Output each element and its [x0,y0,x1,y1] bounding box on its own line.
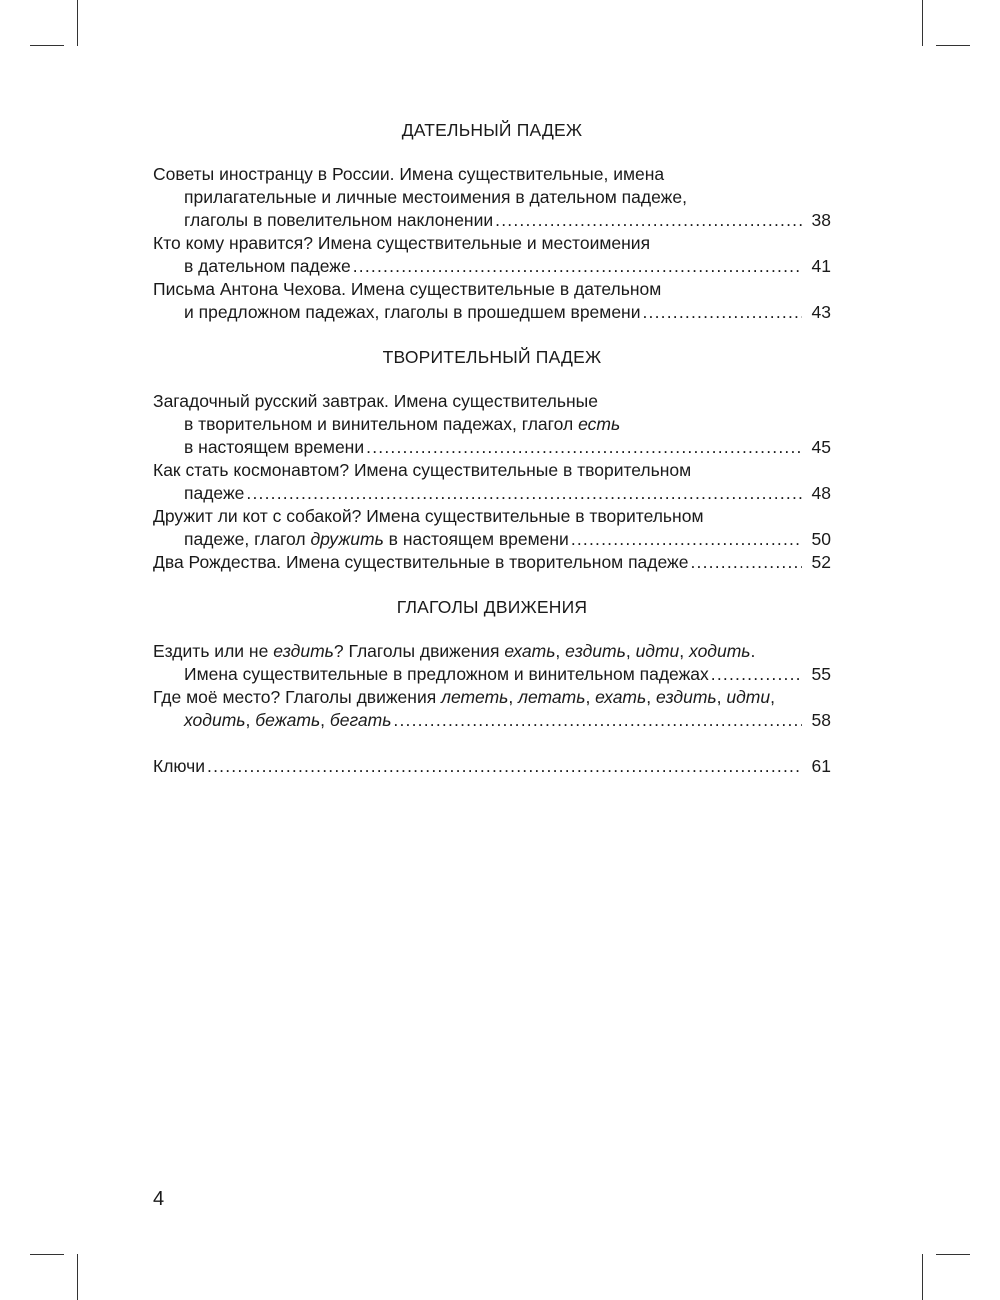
entry-list-dative [153,163,831,324]
dot-leader [353,255,802,278]
crop-mark-top-left-horizontal [30,45,64,46]
entry-last-line [153,663,831,686]
page-number: 45 [811,437,831,457]
crop-mark-bottom-right-horizontal [936,1254,970,1255]
dot-leader [246,482,802,505]
entry-text: Два Рождества. Имена существительные в творительном падеже [153,552,689,572]
page-number: 41 [811,256,831,276]
page-number: 55 [811,664,831,684]
entry-text: Имена существительные в предложном и винительном падежах [184,664,709,684]
section-title-dative: ДАТЕЛЬНЫЙ ПАДЕЖ [401,120,583,140]
entry-list-instrumental [153,390,831,574]
entry-line: прилагательные и личные местоимения в дательном падеже, [184,187,687,207]
entry-line: Как стать космонавтом? Имена существительные в творительном [153,460,692,480]
toc-entry[interactable] [153,232,831,278]
toc-entry[interactable] [153,278,831,324]
toc-entry[interactable] [153,640,831,686]
entry-text: и предложном падежах, глаголы в прошедшем времени [184,302,641,322]
crop-mark-bottom-left-vertical [77,1254,78,1300]
section-title-instrumental: ТВОРИТЕЛЬНЫЙ ПАДЕЖ [382,347,602,367]
entry-line: Загадочный русский завтрак. Имена существительные [153,391,598,411]
entry-last-line [153,436,831,459]
entry-text: падеже [184,483,245,503]
entry-text: в дательном падеже [184,256,351,276]
page-number: 38 [811,210,831,230]
section-title-motion-verbs: ГЛАГОЛЫ ДВИЖЕНИЯ [396,597,588,617]
page-number: 52 [811,552,831,572]
entry-line-rich: Где моё место? Глаголы движения лететь, летать, ехать, ездить, идти, [153,687,775,707]
toc-entry[interactable] [153,505,831,551]
entry-last-line [153,482,831,505]
entry-text-rich: падеже, глагол дружить в настоящем времени [184,529,569,549]
table-of-contents [153,117,831,778]
entry-list-motion-verbs [153,640,831,732]
page-number: 43 [811,302,831,322]
dot-leader [207,755,802,778]
crop-mark-top-right-vertical [922,0,923,46]
crop-mark-top-right-horizontal [936,45,970,46]
dot-leader [571,528,802,551]
page-number: 48 [811,483,831,503]
entry-last-line [153,209,831,232]
entry-line: Дружит ли кот с собакой? Имена существительные в творительном [153,506,704,526]
dot-leader [366,436,802,459]
dot-leader [711,663,802,686]
keys-label: Ключи [153,756,206,776]
page-number-footer: 4 [153,1188,165,1210]
entry-line: Кто кому нравится? Имена существительные и местоимения [153,233,651,253]
crop-mark-bottom-right-vertical [922,1254,923,1300]
entry-line-rich: в творительном и винительном падежах, глагол есть [184,414,621,434]
dot-leader [495,209,802,232]
toc-entry[interactable] [153,459,831,505]
crop-mark-top-left-vertical [77,0,78,46]
entry-line: Советы иностранцу в России. Имена существительные, имена [153,164,665,184]
entry-line: Письма Антона Чехова. Имена существительные в дательном [153,279,662,299]
page-number: 50 [811,529,831,549]
entry-last-line [153,755,831,778]
entry-text: глаголы в повелительном наклонении [184,210,494,230]
entry-line-rich: Ездить или не ездить? Глаголы движения ехать, ездить, идти, ходить. [153,641,756,661]
entry-last-line [153,528,831,551]
dot-leader [643,301,803,324]
entry-last-line [153,709,831,732]
entry-text: в настоящем времени [184,437,365,457]
page-number: 58 [811,710,831,730]
entry-text-rich: ходить, бежать, бегать [184,710,392,730]
entry-last-line [153,551,831,574]
toc-entry[interactable] [153,686,831,732]
page-number: 61 [811,756,831,776]
toc-entry[interactable] [153,390,831,459]
crop-mark-bottom-left-horizontal [30,1254,64,1255]
dot-leader [393,709,802,732]
entry-last-line [153,255,831,278]
toc-entry-keys[interactable] [153,755,831,778]
toc-entry[interactable] [153,163,831,232]
dot-leader [690,551,802,574]
toc-entry[interactable] [153,551,831,574]
entry-last-line [153,301,831,324]
